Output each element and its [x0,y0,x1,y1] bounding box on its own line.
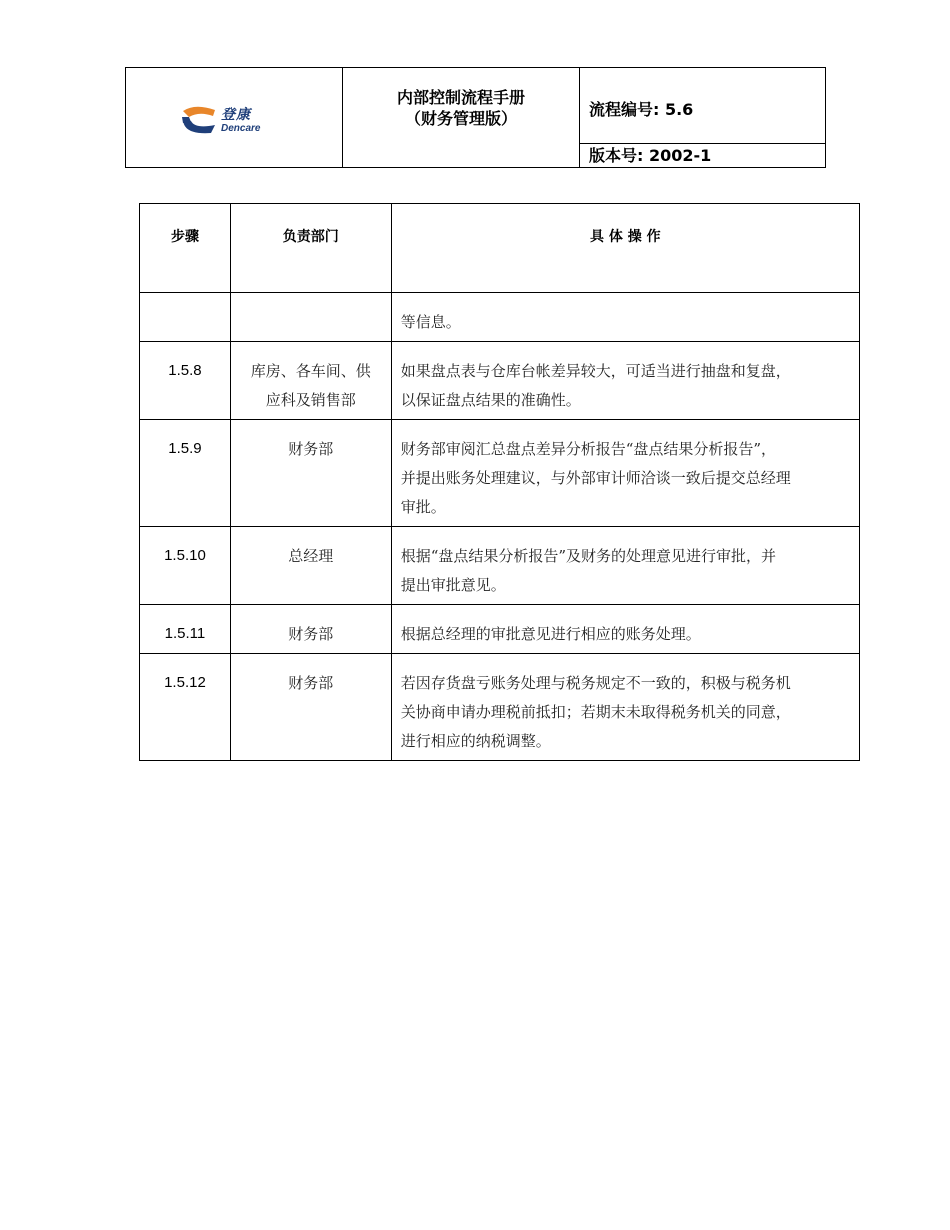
header-operation: 具 体 操 作 [391,204,859,293]
operation-line: 若因存货盘亏账务处理与税务规定不一致的，积极与税务机 [400,674,791,692]
department-cell [230,420,391,527]
document-header [125,67,826,168]
step-cell: 1.5.11 [140,605,231,654]
operation-cell [391,527,859,605]
department-cell [230,605,391,654]
header-step: 步骤 [140,204,231,293]
operation-cell [391,342,859,420]
operation-line: 关协商申请办理税前抵扣；若期末未取得税务机关的同意， [400,703,791,721]
table-row [140,654,860,761]
operation-line: 审批。 [400,498,446,516]
operation-line: 进行相应的纳税调整。 [400,732,551,750]
operation-line: 根据总经理的审批意见进行相应的账务处理。 [400,625,701,643]
table-row [140,342,860,420]
step-cell: 1.5.9 [140,420,231,527]
operation-cell [391,654,859,761]
step-cell: 1.5.10 [140,527,231,605]
manual-title [343,68,580,167]
manual-title-line1: 内部控制流程手册 [396,88,525,107]
logo-chinese-text: 登康 [221,107,251,123]
operation-cell [391,420,859,527]
department-cell [230,342,391,420]
operation-line: 根据“盘点结果分析报告”及财务的处理意见进行审批，并 [400,547,777,565]
procedure-table [139,203,860,761]
table-row [140,293,860,342]
step-cell: 1.5.12 [140,654,231,761]
department-line: 应科及销售部 [265,391,356,409]
table-row [140,420,860,527]
version-number: 版本号: 2002-1 [589,146,712,165]
logo-english-text: Dencare [221,123,261,134]
operation-line: 等信息。 [400,313,461,331]
operation-line: 以保证盘点结果的准确性。 [400,391,581,409]
operation-line: 提出审批意见。 [400,576,506,594]
department-line: 总经理 [288,547,334,565]
table-row [140,605,860,654]
operation-line: 如果盘点表与仓库台帐差异较大，可适当进行抽盘和复盘， [400,362,791,380]
step-cell [140,293,231,342]
department-line: 财务部 [288,674,334,692]
operation-cell [391,605,859,654]
department-line: 财务部 [288,625,334,643]
manual-title-line2: （财务管理版） [404,109,517,128]
step-cell: 1.5.8 [140,342,231,420]
department-line: 财务部 [288,440,334,458]
table-row [140,527,860,605]
operation-line: 财务部审阅汇总盘点差异分析报告“盘点结果分析报告”， [400,440,777,458]
operation-line: 并提出账务处理建议，与外部审计师洽谈一致后提交总经理 [400,469,791,487]
department-cell [230,527,391,605]
logo-cell [126,68,343,167]
department-cell [230,654,391,761]
department-cell [230,293,391,342]
department-line: 库房、各车间、供 [250,362,371,380]
dencare-logo-icon [181,105,219,137]
company-logo [181,105,276,137]
operation-cell [391,293,859,342]
header-department: 负责部门 [230,204,391,293]
process-code: 流程编号: 5.6 [580,68,825,144]
table-header-row [140,204,860,293]
